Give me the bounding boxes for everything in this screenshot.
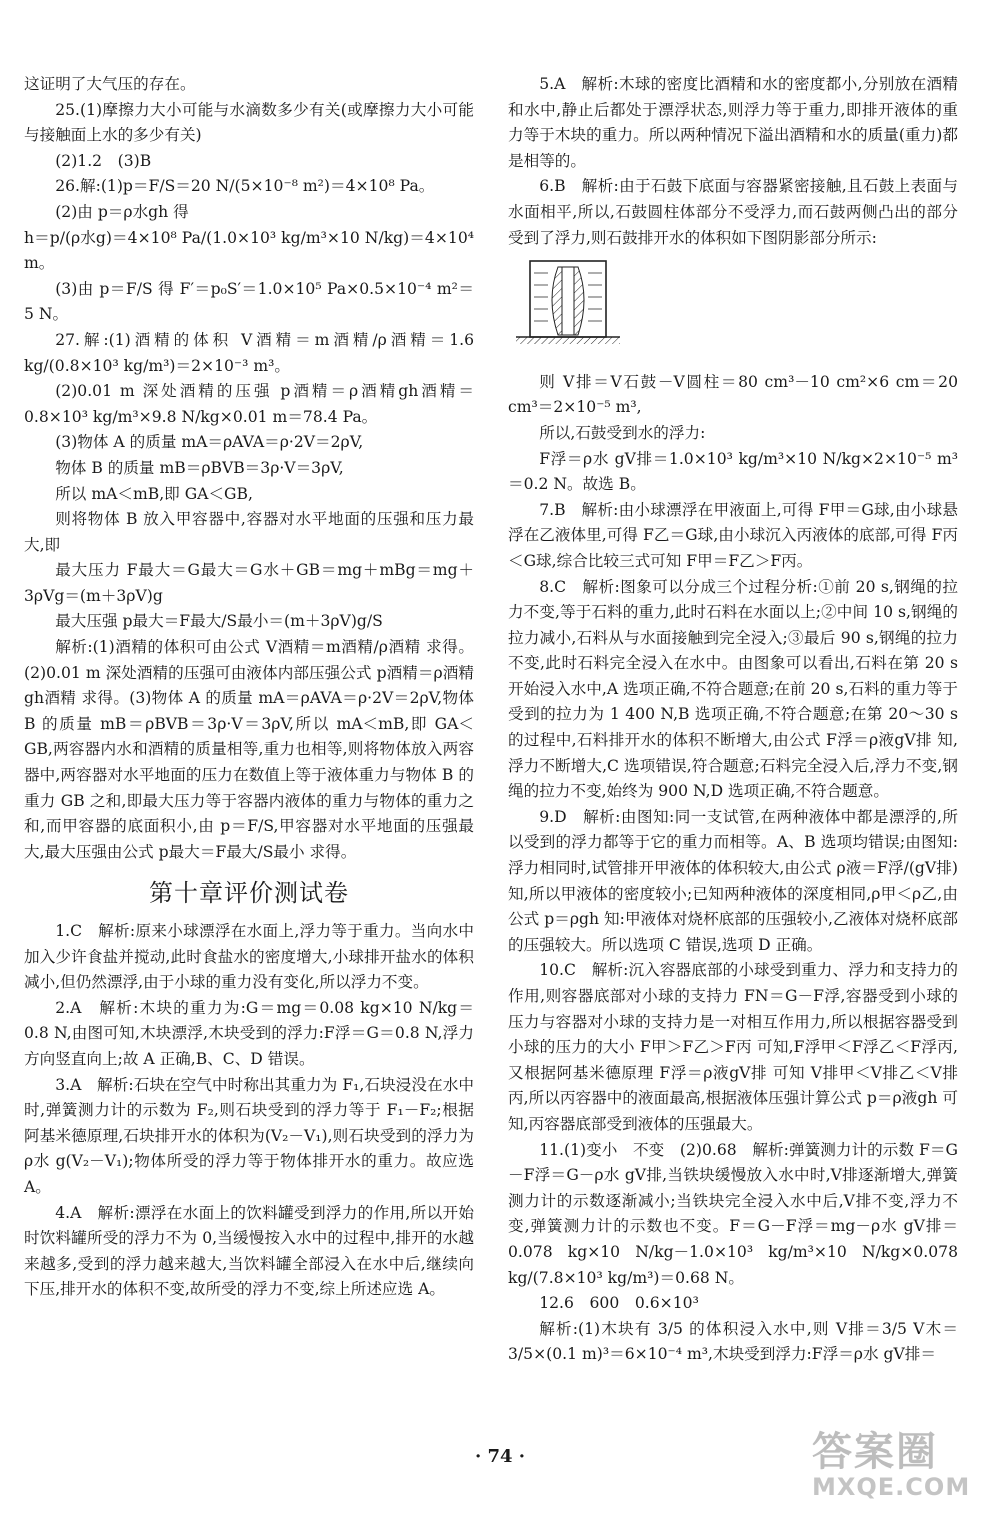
answer-4: 4.A 解析:漂浮在水面上的饮料罐受到浮力的作用,所以开始时饮料罐所受的浮力不为 0,当缓慢按入水中的过程中,排开的水越来越多,受到的浮力越来越大,当饮料罐全部浸入在水中后,继续向下压,排开水的体积不变,故所受的浮力不变,综上所述应选 A。 <box>24 1203 474 1299</box>
answer-2: 2.A 解析:木块的重力为:G＝mg＝0.08 kg×10 N/kg＝0.8 N,由图可知,木块漂浮,木块受到的浮力:F浮＝G＝0.8 N,浮力方向竖直向上;故 A 正确,B、C、D 错误。 <box>24 998 474 1068</box>
answer-8: 8.C 解析:图象可以分成三个过程分析:①前 20 s,钢绳的拉力不变,等于石料的重力,此时石料在水面以上;②中间 10 s,钢绳的拉力减小,石料从与水面接触到完全浸入;③最后 90 s,钢绳的拉力不变,此时石料完全浸入在水中。由图象可以看出,石料在第 20 s 开始浸入水中,A 选项正确,不符合题意;在前 20 s,石料的重力等于受到的拉力为 1 400 N,B 选项正确,不符合题意;在第 20～30 s 的过程中,石料排开水的体积不断增大,由公式 F浮＝ρ液gV排 知,浮力不断增大,C 选项错误,符合题意;石料完全浸入后,浮力不变,钢绳的拉力不变,始终为 900 N,D 选项正确,不符合题意。 <box>508 577 958 801</box>
page-number: · 74 · <box>474 1446 526 1467</box>
drum-right-bulge <box>574 267 584 335</box>
answer-7: 7.B 解析:由小球漂浮在甲液面上,可得 F甲＝G球,由小球悬浮在乙液体里,可得 F乙＝G球,由小球沉入丙液体的底部,可得 F丙＜G球,综合比较三式可知 F甲＝F乙＞F丙。 <box>508 500 958 570</box>
answer-1: 1.C 解析:原来小球漂浮在水面上,浮力等于重力。当向水中加入少许食盐并搅动,此时食盐水的密度增大,小球排开盐水的体积减小,但仍然漂浮,由于小球的重力没有变化,所以浮力不变。 <box>24 922 474 992</box>
answer-6-text: 所以,石鼓受到水的浮力: <box>539 423 706 442</box>
answer-10: 10.C 解析:沉入容器底部的小球受到重力、浮力和支持力的作用,则容器底部对小球的支持力 FN＝G－F浮,容器受到小球的压力与容器对小球的支持力是一对相互作用力,所以根据容器受到小球的压力的大小 F甲＞F乙＞F丙 可知,F浮甲＜F浮乙＜F浮丙,又根据阿基米德原理 F浮＝ρ液gV排 可知 V排甲＜V排乙＜V排丙,所以丙容器中的液面最高,根据液体压强计算公式 p＝ρ液gh 可知,丙容器底部受到液体的压强最大。 <box>508 961 958 1133</box>
answer-26-part2: (2)由 p＝ρ水gh 得 <box>55 202 189 221</box>
answer-26-formula-h: h＝p/(ρ水g)＝4×10⁸ Pa/(1.0×10³ kg/m³×10 N/kg)＝4×10⁴ m。 <box>24 228 474 273</box>
answer-12-analysis: 解析:(1)木块有 3/5 的体积浸入水中,则 V排＝3/5 V木＝3/5×(0.1 m)³＝6×10⁻⁴ m³,木块受到浮力:F浮＝ρ水 gV排＝ <box>508 1319 958 1364</box>
answer-27-max-force: 最大压力 F最大＝G最大＝G水＋GB＝mg＋mBg＝mg＋3ρVg＝(m＋3ρV)g <box>24 561 474 605</box>
stone-drum-figure <box>508 257 628 353</box>
answer-27-part1: 27.解:(1)酒精的体积 V酒精＝m酒精/ρ酒精＝1.6 kg/(0.8×10³ kg/m³)＝2×10⁻³ m³。 <box>24 330 474 375</box>
ground-hatch <box>516 337 620 344</box>
answer-6: 6.B 解析:由于石鼓下底面与容器紧密接触,且石鼓上表面与水面相平,所以,石鼓圆柱体部分不受浮力,而石鼓两侧凸出的部分受到了浮力,则石鼓排开水的体积如下图阴影部分所示: <box>508 177 958 247</box>
answer-26-part1: 26.解:(1)p＝F/S＝20 N/(5×10⁻⁸ m²)＝4×10⁸ Pa。 <box>55 177 435 196</box>
watermark-logo <box>812 1420 982 1512</box>
answer-26-part3: (3)由 p＝F/S 得 F′＝p₀S′＝1.0×10⁵ Pa×0.5×10⁻⁴ m²＝5 N。 <box>24 279 474 324</box>
answer-27-max-pressure: 最大压强 p最大＝F最大/S最小＝(m＋3ρV)g/S <box>55 612 383 631</box>
answer-27-part3-c: 所以 mA＜mB,即 GA＜GB, <box>55 484 253 503</box>
answer-27-analysis: 解析:(1)酒精的体积可由公式 V酒精＝m酒精/ρ酒精 求得。(2)0.01 m 深处酒精的压强可由液体内部压强公式 p酒精＝ρ酒精gh酒精 求得。(3)物体 A 的质量 mA＝ρAVA＝ρ·2V＝2ρV,物体 B 的质量 mB＝ρBVB＝3ρ·V＝3ρV,所以 mA＜mB,即 GA＜GB,两容器内水和酒精的质量相等,重力也相等,则将物体放入两容器中,两容器对水平地面的压力在数值上等于液体重力与物体 B 的重力 GB 之和,即最大压力等于容器内液体的重力与物体的重力之和,而甲容器的底面积小,由 p＝F/S,甲容器对水平地面的压强最大,最大压强由公式 p最大＝F最大/S最小 求得。 <box>24 638 474 861</box>
answer-5: 5.A 解析:木球的密度比酒精和水的密度都小,分别放在酒精和水中,静止后都处于漂浮状态,则浮力等于重力,即排开液体的重力等于木块的重力。所以两种情况下溢出酒精和水的质量(重力)都是相等的。 <box>508 75 958 170</box>
answer-9: 9.D 解析:由图知:同一支试管,在两种液体中都是漂浮的,所以受到的浮力都等于它的重力而相等。A、B 选项均错误;由图知:浮力相同时,试管排开甲液体的体积较大,由公式 ρ液＝F浮/(gV排) 知,所以甲液体的密度较小;已知两种液体的深度相同,ρ甲＜ρ乙,由公式 p＝ρgh 知:甲液体对烧杯底部的压强较小,乙液体对烧杯底部的压强较大。所以选项 C 错误,选项 D 正确。 <box>508 807 958 954</box>
left-column <box>24 72 474 1303</box>
answer-3: 3.A 解析:石块在空气中时称出其重力为 F₁,石块浸没在水中时,弹簧测力计的示数为 F₂,则石块受到的浮力等于 F₁－F₂;根据阿基米德原理,石块排开水的体积为(V₂－V₁),则石块受到的浮力为 ρ水 g(V₂－V₁);物体所受的浮力等于物体排开水的重力。故应选 A。 <box>24 1075 474 1196</box>
drum-cylinder <box>562 267 574 335</box>
drum-left-bulge <box>552 267 562 335</box>
answer-27-part3-d: 则将物体 B 放入甲容器中,容器对水平地面的压强和压力最大,即 <box>24 510 474 554</box>
answer-6-buoyancy: F浮＝ρ水 gV排＝1.0×10³ kg/m³×10 N/kg×2×10⁻⁵ m³＝0.2 N。故选 B。 <box>508 449 958 494</box>
answer-12: 12.6 600 0.6×10³ <box>539 1294 699 1313</box>
watermark-url: MXQE.COM <box>812 1473 971 1501</box>
watermark-text: 答案圈 <box>812 1429 938 1475</box>
answer-25-parts: (2)1.2 (3)B <box>55 151 152 170</box>
answer-11: 11.(1)变小 不变 (2)0.68 解析:弹簧测力计的示数 F＝G－F浮＝G－ρ水 gV排,当铁块缓慢放入水中时,V排逐渐增大,弹簧测力计的示数逐渐减小;当铁块完全浸入水中后,V排不变,浮力不变,弹簧测力计的示数也不变。F＝G－F浮＝mg－ρ水 gV排＝0.078 kg×10 N/kg－1.0×10³ kg/m³×10 N/kg×0.078 kg/(7.8×10³ kg/m³)＝0.68 N。 <box>508 1140 958 1287</box>
answer-27-part2: (2)0.01 m 深处酒精的压强 p酒精＝ρ酒精gh酒精＝0.8×10³ kg/m³×9.8 N/kg×0.01 m＝78.4 Pa。 <box>24 382 474 426</box>
answer-25: 25.(1)摩擦力大小可能与水滴数多少有关(或摩擦力大小可能与接触面上水的多少有关) <box>24 100 474 145</box>
chapter-title: 第十章评价测试卷 <box>149 879 349 908</box>
text-line: 这证明了大气压的存在。 <box>24 75 196 93</box>
answer-27-part3-b: 物体 B 的质量 mB＝ρBVB＝3ρ·V＝3ρV, <box>55 458 344 477</box>
answer-27-part3-a: (3)物体 A 的质量 mA＝ρAVA＝ρ·2V＝2ρV, <box>55 433 364 452</box>
right-column <box>508 72 958 1368</box>
answer-6-volume: 则 V排＝V石鼓－V圆柱＝80 cm³－10 cm²×6 cm＝20 cm³＝2×10⁻⁵ m³, <box>508 372 958 417</box>
